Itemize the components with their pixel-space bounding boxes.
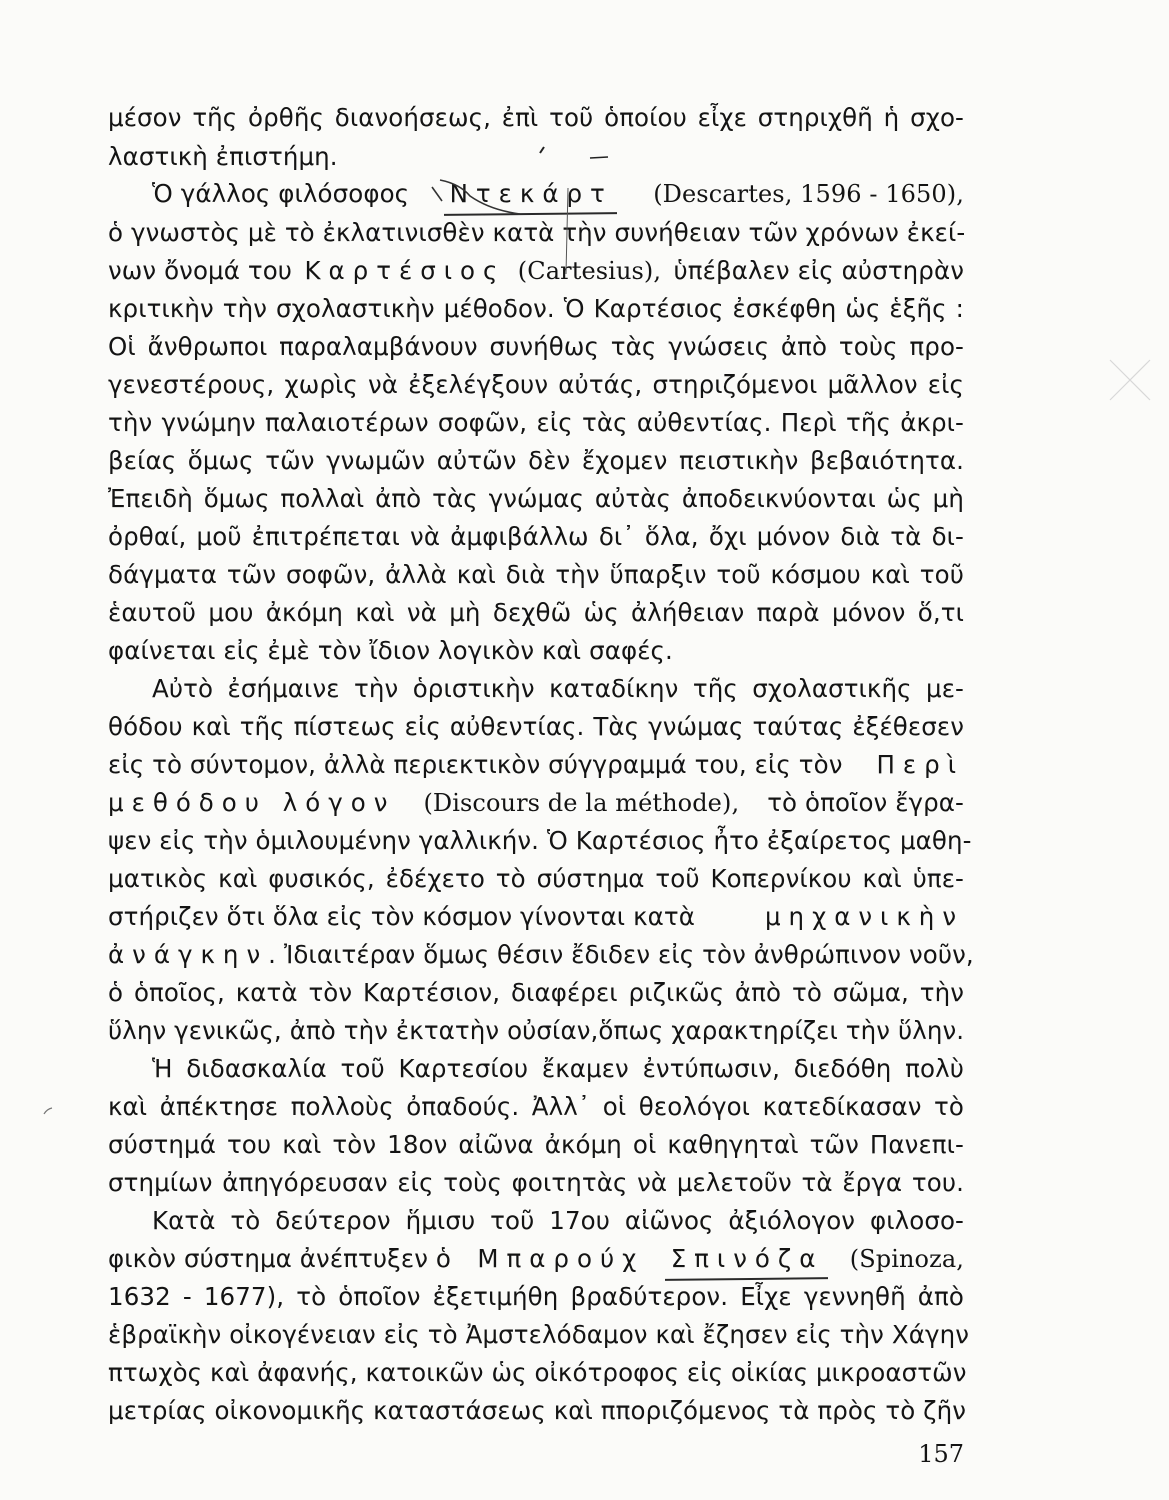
text-line: τὴν γνώμην παλαιοτέρων σοφῶν, εἰς τὰς αὐθεντίας. Περὶ τῆς ἀκρι-: [108, 408, 964, 437]
text-line: στημίων ἀπηγόρευσαν εἰς τοὺς φοιτητὰς νὰ μελετοῦν τὰ ἔργα του.: [108, 1168, 964, 1197]
text-fragment: τὸ ὁποῖον ἔγρα-: [767, 788, 964, 817]
text-line: Ἡ διδασκαλία τοῦ Καρτεσίου ἔκαμεν ἐντύπωσιν, διεδόθη πολὺ: [152, 1054, 964, 1083]
name-cartesius-greek: Καρτέσιος: [304, 256, 506, 285]
text-line: ἑβραϊκὴν οἰκογένειαν εἰς τὸ Ἀμστελόδαμον καὶ ἔζησεν εἰς τὴν Χάγην: [108, 1320, 969, 1349]
bleed-through-x-mark: [1110, 360, 1150, 400]
name-spinoza-latin: (Spinoza,: [849, 1245, 964, 1273]
title-peri-greek: Περὶ: [876, 750, 964, 779]
text-fragment: στήριζεν ὅτι ὅλα εἰς τὸν κόσμον γίνονται κατὰ: [108, 902, 695, 931]
name-descartes-latin: (Descartes, 1596 - 1650),: [653, 180, 964, 208]
text-line: ματικὸς καὶ φυσικός, ἐδέχετο τὸ σύστημα τοῦ Κοπερνίκου καὶ ὑπε-: [108, 864, 964, 893]
text-line: βείας ὅμως τῶν γνωμῶν αὐτῶν δὲν ἔχομεν πειστικὴν βεβαιότητα.: [108, 446, 964, 475]
text-line: μετρίας οἰκονομικῆς καταστάσεως καὶ πποριζόμενος τὰ πρὸς τὸ ζῆν: [108, 1396, 967, 1425]
title-methodou-logon-greek: μεθόδου λόγον: [108, 788, 396, 817]
text-line: ὀρθαί, μοῦ ἐπιτρέπεται νὰ ἀμφιβάλλω δι᾽ ὅλα, ὄχι μόνον διὰ τὰ δι-: [108, 522, 964, 551]
text-line: κριτικὴν τὴν σχολαστικὴν μέθοδον. Ὁ Καρτέσιος ἐσκέφθη ὡς ἑξῆς :: [108, 294, 964, 323]
text-line: ὕλην γενικῶς, ἀπὸ τὴν ἐκτατὴν οὐσίαν,ὅπως χαρακτηρίζει τὴν ὕλην.: [108, 1016, 965, 1045]
text-line: ἑαυτοῦ μου ἀκόμη καὶ νὰ μὴ δεχθῶ ὡς ἀλήθειαν παρὰ μόνον ὅ,τι: [108, 598, 964, 627]
name-baruch-greek: Μπαρούχ: [477, 1244, 645, 1273]
page-number: 157: [918, 1440, 964, 1468]
text-fragment: εἰς τὸ σύντομον, ἀλλὰ περιεκτικὸν σύγγραμμά του, εἰς τὸν: [108, 750, 843, 779]
text-fragment: ὑπέβαλεν εἰς αὐστηρὰν: [673, 256, 964, 285]
text-line: λαστικὴ ἐπιστήμη.: [108, 142, 338, 171]
title-discours-latin: (Discours de la méthode),: [423, 789, 740, 817]
text-line: πτωχὸς καὶ ἀφανής, κατοικῶν ὡς οἰκότροφος εἰς οἰκίας μικροαστῶν: [108, 1358, 967, 1387]
text-line: [108, 938, 974, 972]
name-descartes-greek: Ντεκάρτ: [450, 177, 613, 211]
margin-speck: [44, 1108, 52, 1114]
text-line: [108, 254, 964, 288]
text-line: ὁ γνωστὸς μὲ τὸ ἐκλατινισθὲν κατὰ τὴν συνήθειαν τῶν χρόνων ἐκεί-: [108, 218, 966, 247]
text-line: θόδου καὶ τῆς πίστεως εἰς αὐθεντίας. Τὰς γνώμας ταύτας ἐξέθεσεν: [108, 712, 964, 741]
term-mechanical-greek: μηχανικὴν: [764, 902, 964, 931]
text-line: 1632 - 1677), τὸ ὁποῖον ἐξετιμήθη βραδύτερον. Εἶχε γεννηθῆ ἀπὸ: [108, 1282, 964, 1311]
text-line: φαίνεται εἰς ἐμὲ τὸν ἴδιον λογικὸν καὶ σαφές.: [108, 636, 673, 665]
text-line: Ἐπειδὴ ὅμως πολλαὶ ἀπὸ τὰς γνώμας αὐτὰς ἀποδεικνύονται ὡς μὴ: [108, 484, 964, 513]
name-cartesius-latin: (Cartesius),: [517, 257, 662, 285]
text-line: [108, 1242, 964, 1276]
text-line: καὶ ἀπέκτησε πολλοὺς ὀπαδούς. Ἀλλ᾽ οἱ θεολόγοι κατεδίκασαν τὸ: [108, 1092, 964, 1121]
text-line: σύστημά του καὶ τὸν 18ον αἰῶνα ἀκόμη οἱ καθηγηταὶ τῶν Πανεπι-: [108, 1130, 964, 1159]
text-line: Αὐτὸ ἐσήμαινε τὴν ὁριστικὴν καταδίκην τῆς σχολαστικῆς με-: [152, 674, 964, 703]
text-fragment: Ὁ γάλλος φιλόσοφος: [152, 179, 410, 208]
text-fragment: φικὸν σύστημα ἀνέπτυξεν ὁ: [108, 1244, 452, 1273]
text-line: [152, 177, 964, 211]
name-spinoza-greek: Σπινόζα: [671, 1242, 824, 1276]
text-fragment: Ἰδιαιτέραν ὅμως θέσιν ἔδιδεν εἰς τὸν ἀνθρώπινον νοῦν,: [283, 940, 974, 969]
text-line: [108, 786, 964, 820]
text-line: Οἱ ἄνθρωποι παραλαμβάνουν συνήθως τὰς γνώσεις ἀπὸ τοὺς προ-: [108, 332, 964, 361]
text-line: [108, 748, 964, 782]
text-line: μέσον τῆς ὀρθῆς διανοήσεως, ἐπὶ τοῦ ὁποίου εἶχε στηριχθῆ ἡ σχο-: [108, 103, 964, 132]
text-fragment: νων ὄνομά του: [108, 256, 293, 285]
term-necessity-greek: ἀνάγκην.: [108, 940, 284, 969]
text-line: δάγματα τῶν σοφῶν, ἀλλὰ καὶ διὰ τὴν ὕπαρξιν τοῦ κόσμου καὶ τοῦ: [108, 560, 964, 589]
text-line: Κατὰ τὸ δεύτερον ἥμισυ τοῦ 17ου αἰῶνος ἀξιόλογον φιλοσο-: [152, 1206, 964, 1235]
text-line: γενεστέρους, χωρὶς νὰ ἐξελέγξουν αὐτάς, στηριζόμενοι μᾶλλον εἰς: [108, 370, 964, 399]
text-line: [108, 900, 964, 934]
text-line: ὁ ὁποῖος, κατὰ τὸν Καρτέσιον, διαφέρει ριζικῶς ἀπὸ τὸ σῶμα, τὴν: [108, 978, 964, 1007]
text-line: ψεν εἰς τὴν ὁμιλουμένην γαλλικήν. Ὁ Καρτέσιος ἦτο ἐξαίρετος μαθη-: [108, 826, 972, 855]
